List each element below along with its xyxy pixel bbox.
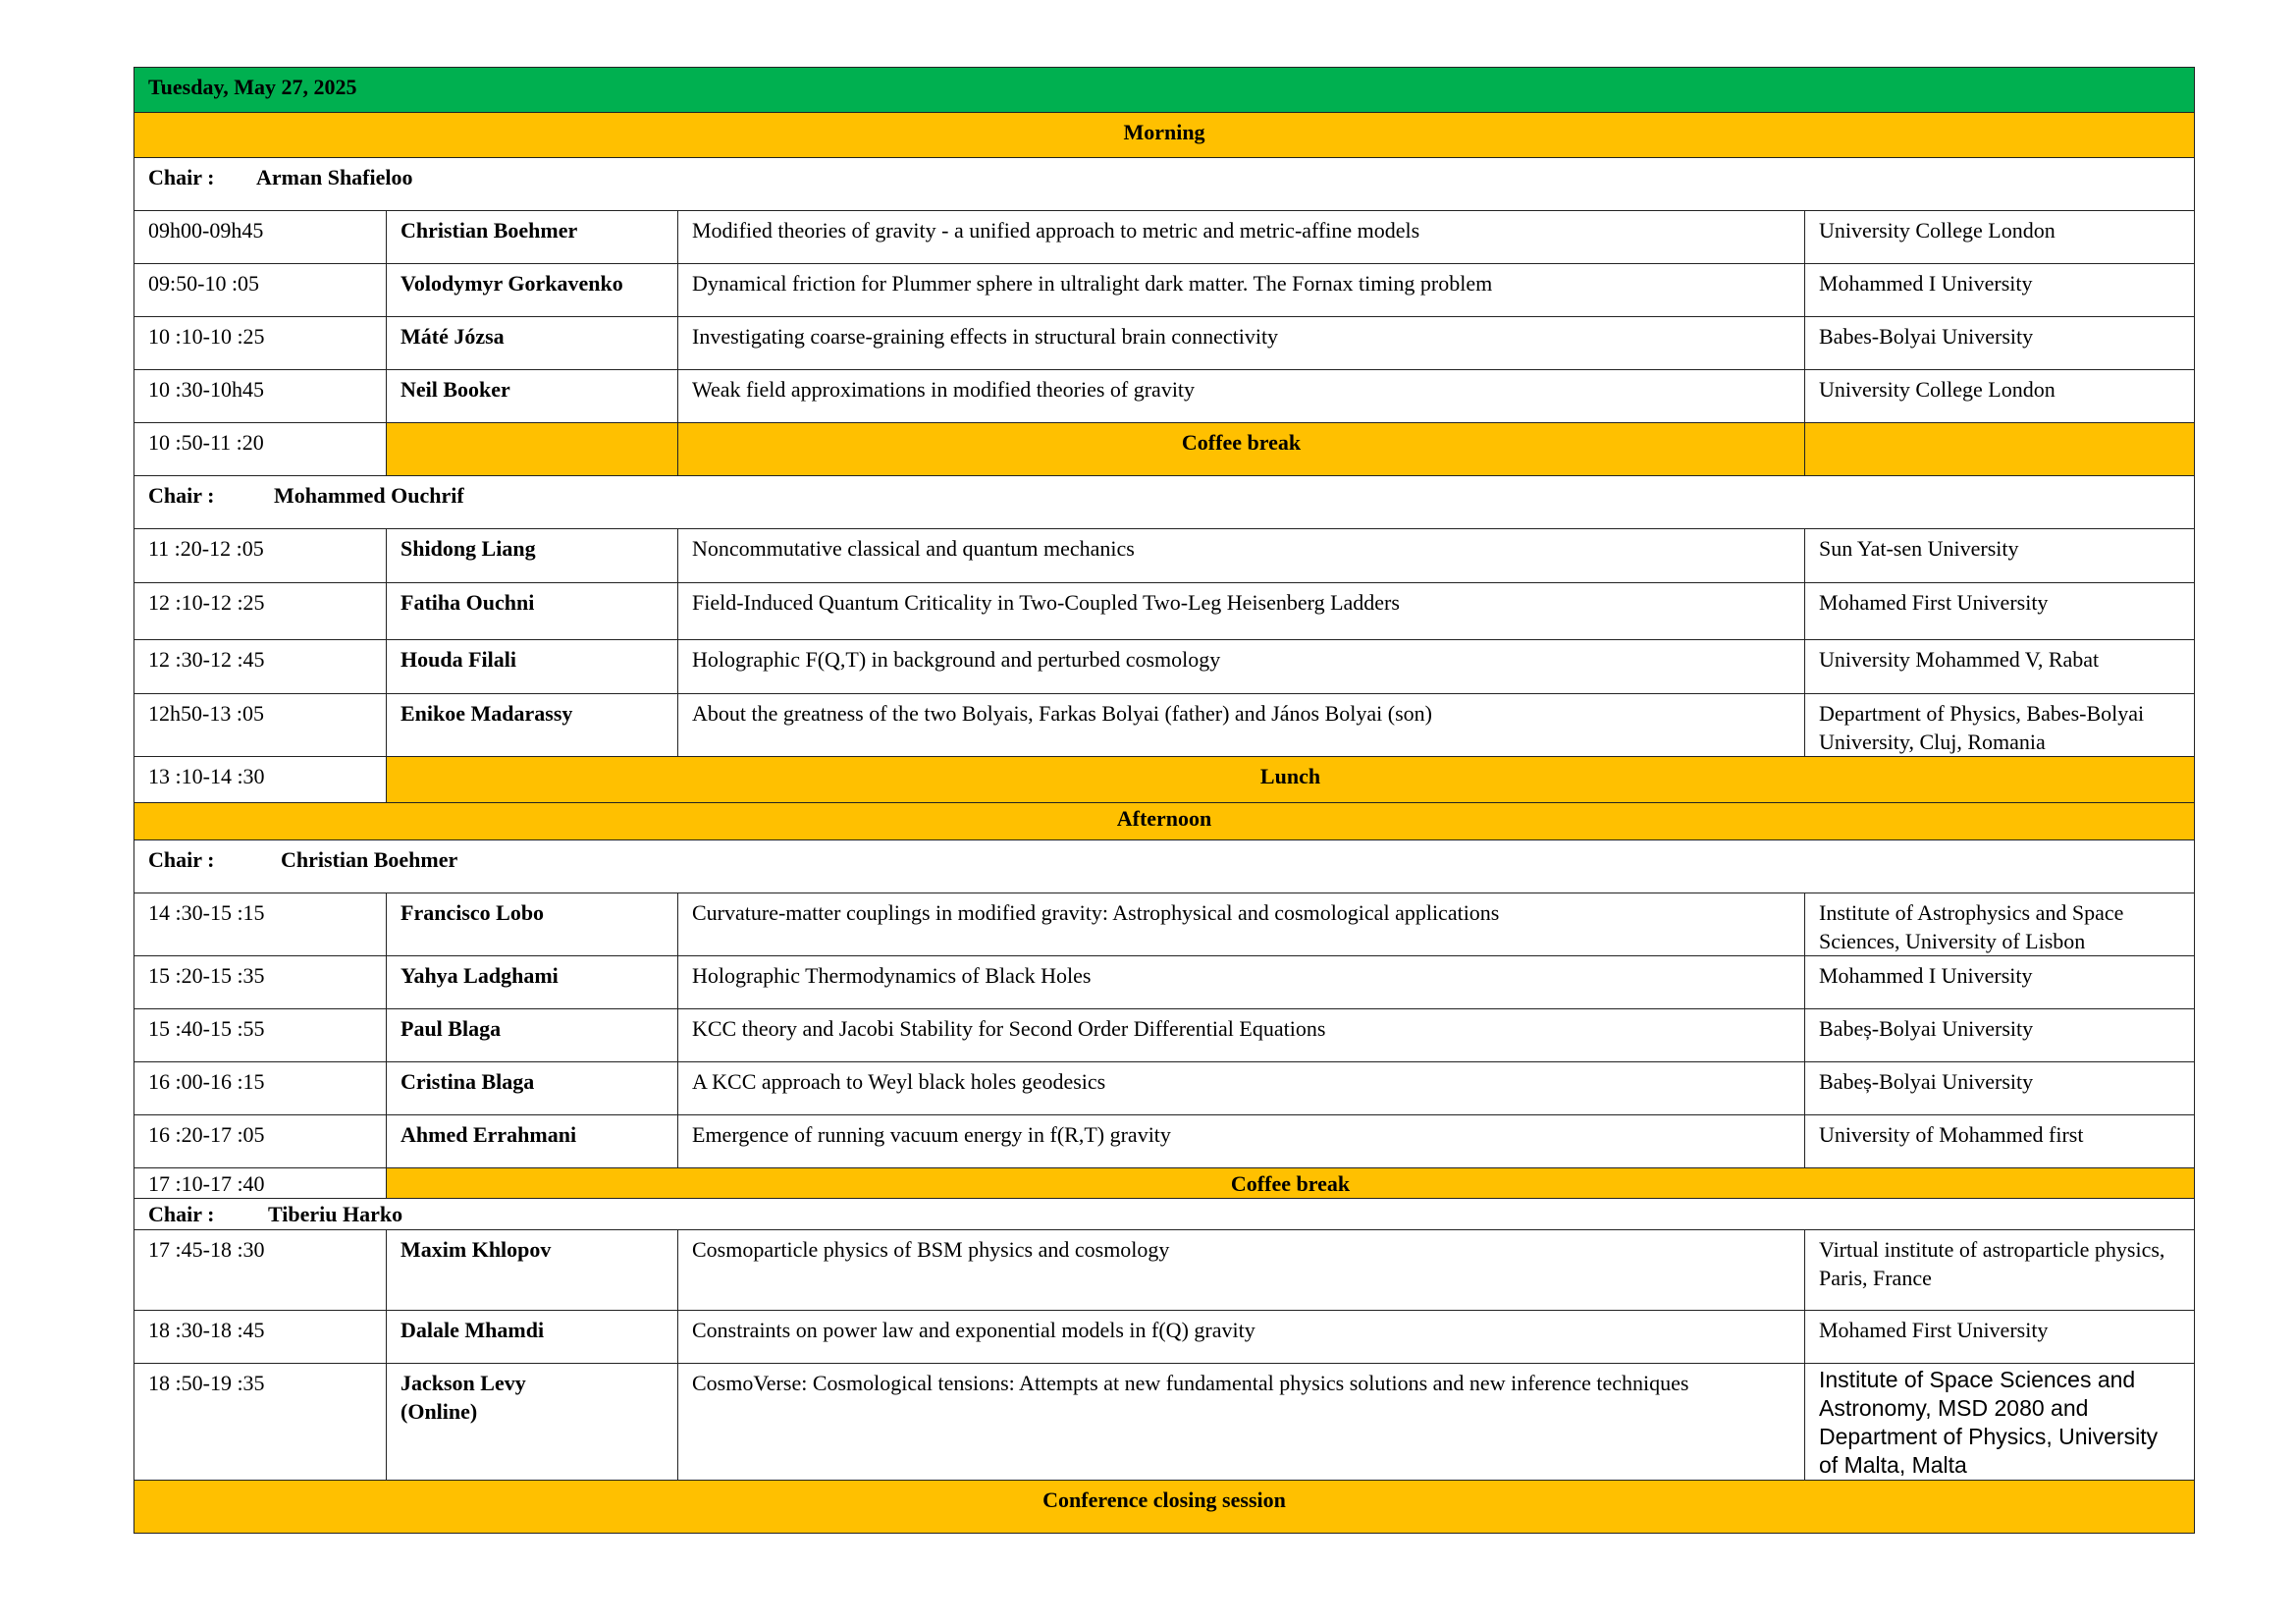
session-affiliation: Mohammed I University bbox=[1805, 956, 2195, 1009]
break-time: 17 :10-17 :40 bbox=[134, 1168, 387, 1199]
session-title: KCC theory and Jacobi Stability for Second Order Differential Equations bbox=[678, 1009, 1805, 1062]
session-title: Field-Induced Quantum Criticality in Two-Coupled Two-Leg Heisenberg Ladders bbox=[678, 583, 1805, 640]
session-time: 10 :10-10 :25 bbox=[134, 317, 387, 370]
lunch-label: Lunch bbox=[387, 757, 2195, 803]
session-affiliation: Department of Physics, Babes-Bolyai University, Cluj, Romania bbox=[1805, 694, 2195, 757]
session-title: Noncommutative classical and quantum mechanics bbox=[678, 529, 1805, 583]
session-row bbox=[134, 640, 2195, 694]
session-row bbox=[134, 583, 2195, 640]
chair-row bbox=[134, 1199, 2195, 1230]
session-row bbox=[134, 264, 2195, 317]
break-row bbox=[134, 1168, 2195, 1199]
session-speaker: Fatiha Ouchni bbox=[387, 583, 678, 640]
session-speaker: Christian Boehmer bbox=[387, 211, 678, 264]
session-speaker: Cristina Blaga bbox=[387, 1062, 678, 1115]
session-affiliation: Mohammed I University bbox=[1805, 264, 2195, 317]
chair-label: Chair : bbox=[148, 483, 215, 508]
session-time: 09:50-10 :05 bbox=[134, 264, 387, 317]
session-row bbox=[134, 529, 2195, 583]
session-affiliation: Babeș-Bolyai University bbox=[1805, 1062, 2195, 1115]
morning-row bbox=[134, 113, 2195, 158]
chair-row bbox=[134, 158, 2195, 211]
session-time: 16 :20-17 :05 bbox=[134, 1115, 387, 1168]
session-affiliation: University Mohammed V, Rabat bbox=[1805, 640, 2195, 694]
session-time: 12 :30-12 :45 bbox=[134, 640, 387, 694]
lunch-row bbox=[134, 757, 2195, 803]
session-speaker: Yahya Ladghami bbox=[387, 956, 678, 1009]
session-speaker: Houda Filali bbox=[387, 640, 678, 694]
session-row bbox=[134, 1009, 2195, 1062]
session-speaker: Maxim Khlopov bbox=[387, 1230, 678, 1311]
session-speaker: Shidong Liang bbox=[387, 529, 678, 583]
chair-row bbox=[134, 476, 2195, 529]
session-affiliation: Mohamed First University bbox=[1805, 583, 2195, 640]
session-speaker: Neil Booker bbox=[387, 370, 678, 423]
session-title: A KCC approach to Weyl black holes geodesics bbox=[678, 1062, 1805, 1115]
chair-name: Christian Boehmer bbox=[281, 847, 458, 872]
day-header-row bbox=[134, 68, 2195, 113]
afternoon-label: Afternoon bbox=[134, 803, 2195, 840]
break-time: 10 :50-11 :20 bbox=[134, 423, 387, 476]
session-speaker: Enikoe Madarassy bbox=[387, 694, 678, 757]
session-time: 09h00-09h45 bbox=[134, 211, 387, 264]
session-affiliation: Babes-Bolyai University bbox=[1805, 317, 2195, 370]
session-title: Constraints on power law and exponential models in f(Q) gravity bbox=[678, 1311, 1805, 1364]
session-title: Dynamical friction for Plummer sphere in ultralight dark matter. The Fornax timing problem bbox=[678, 264, 1805, 317]
session-speaker: Dalale Mhamdi bbox=[387, 1311, 678, 1364]
session-title: Investigating coarse-graining effects in structural brain connectivity bbox=[678, 317, 1805, 370]
session-time: 16 :00-16 :15 bbox=[134, 1062, 387, 1115]
session-affiliation: University of Mohammed first bbox=[1805, 1115, 2195, 1168]
session-title: Holographic Thermodynamics of Black Holes bbox=[678, 956, 1805, 1009]
session-row bbox=[134, 317, 2195, 370]
lunch-time: 13 :10-14 :30 bbox=[134, 757, 387, 803]
session-affiliation: Babeș-Bolyai University bbox=[1805, 1009, 2195, 1062]
session-affiliation: Sun Yat-sen University bbox=[1805, 529, 2195, 583]
break-row bbox=[134, 423, 2195, 476]
schedule-table bbox=[133, 67, 2195, 1534]
afternoon-row bbox=[134, 803, 2195, 840]
session-title: CosmoVerse: Cosmological tensions: Attempts at new fundamental physics solutions and new inference techniques bbox=[678, 1364, 1805, 1481]
chair-label: Chair : bbox=[148, 1202, 215, 1226]
session-row bbox=[134, 370, 2195, 423]
session-title: About the greatness of the two Bolyais, Farkas Bolyai (father) and János Bolyai (son) bbox=[678, 694, 1805, 757]
chair-label: Chair : bbox=[148, 847, 215, 872]
closing-row bbox=[134, 1481, 2195, 1534]
session-affiliation: Mohamed First University bbox=[1805, 1311, 2195, 1364]
chair-name: Mohammed Ouchrif bbox=[274, 483, 464, 508]
morning-label: Morning bbox=[134, 113, 2195, 158]
session-title: Weak field approximations in modified theories of gravity bbox=[678, 370, 1805, 423]
session-title: Emergence of running vacuum energy in f(R,T) gravity bbox=[678, 1115, 1805, 1168]
session-row bbox=[134, 1115, 2195, 1168]
session-title: Cosmoparticle physics of BSM physics and cosmology bbox=[678, 1230, 1805, 1311]
break-label: Coffee break bbox=[678, 423, 1805, 476]
session-time: 15 :20-15 :35 bbox=[134, 956, 387, 1009]
chair-name: Tiberiu Harko bbox=[268, 1202, 403, 1226]
session-title: Holographic F(Q,T) in background and perturbed cosmology bbox=[678, 640, 1805, 694]
session-speaker: Paul Blaga bbox=[387, 1009, 678, 1062]
session-time: 17 :45-18 :30 bbox=[134, 1230, 387, 1311]
closing-label: Conference closing session bbox=[134, 1481, 2195, 1534]
session-time: 18 :30-18 :45 bbox=[134, 1311, 387, 1364]
day-title: Tuesday, May 27, 2025 bbox=[134, 68, 2195, 113]
session-row bbox=[134, 211, 2195, 264]
chair-label: Chair : bbox=[148, 165, 215, 189]
session-affiliation: University College London bbox=[1805, 370, 2195, 423]
session-row bbox=[134, 1062, 2195, 1115]
break-label: Coffee break bbox=[387, 1168, 2195, 1199]
session-title: Curvature-matter couplings in modified gravity: Astrophysical and cosmological applications bbox=[678, 893, 1805, 956]
session-time: 12 :10-12 :25 bbox=[134, 583, 387, 640]
session-row bbox=[134, 893, 2195, 956]
session-time: 14 :30-15 :15 bbox=[134, 893, 387, 956]
session-speaker: Jackson Levy bbox=[400, 1371, 526, 1395]
session-affiliation: Institute of Space Sciences and Astronomy, MSD 2080 and Department of Physics, University of Malta, Malta bbox=[1805, 1364, 2195, 1481]
session-time: 15 :40-15 :55 bbox=[134, 1009, 387, 1062]
session-time: 11 :20-12 :05 bbox=[134, 529, 387, 583]
session-title: Modified theories of gravity - a unified approach to metric and metric-affine models bbox=[678, 211, 1805, 264]
session-time: 18 :50-19 :35 bbox=[134, 1364, 387, 1481]
chair-name: Arman Shafieloo bbox=[256, 165, 413, 189]
session-affiliation: Virtual institute of astroparticle physics, Paris, France bbox=[1805, 1230, 2195, 1311]
session-row bbox=[134, 1230, 2195, 1311]
session-speaker: Ahmed Errahmani bbox=[387, 1115, 678, 1168]
session-row bbox=[134, 1364, 2195, 1481]
session-affiliation: Institute of Astrophysics and Space Sciences, University of Lisbon bbox=[1805, 893, 2195, 956]
speaker-note: (Online) bbox=[400, 1399, 478, 1424]
session-speaker: Volodymyr Gorkavenko bbox=[387, 264, 678, 317]
session-speaker: Máté Józsa bbox=[387, 317, 678, 370]
session-affiliation: University College London bbox=[1805, 211, 2195, 264]
session-row bbox=[134, 956, 2195, 1009]
session-row bbox=[134, 1311, 2195, 1364]
chair-row bbox=[134, 840, 2195, 893]
session-row bbox=[134, 694, 2195, 757]
session-time: 12h50-13 :05 bbox=[134, 694, 387, 757]
session-speaker: Francisco Lobo bbox=[387, 893, 678, 956]
session-time: 10 :30-10h45 bbox=[134, 370, 387, 423]
